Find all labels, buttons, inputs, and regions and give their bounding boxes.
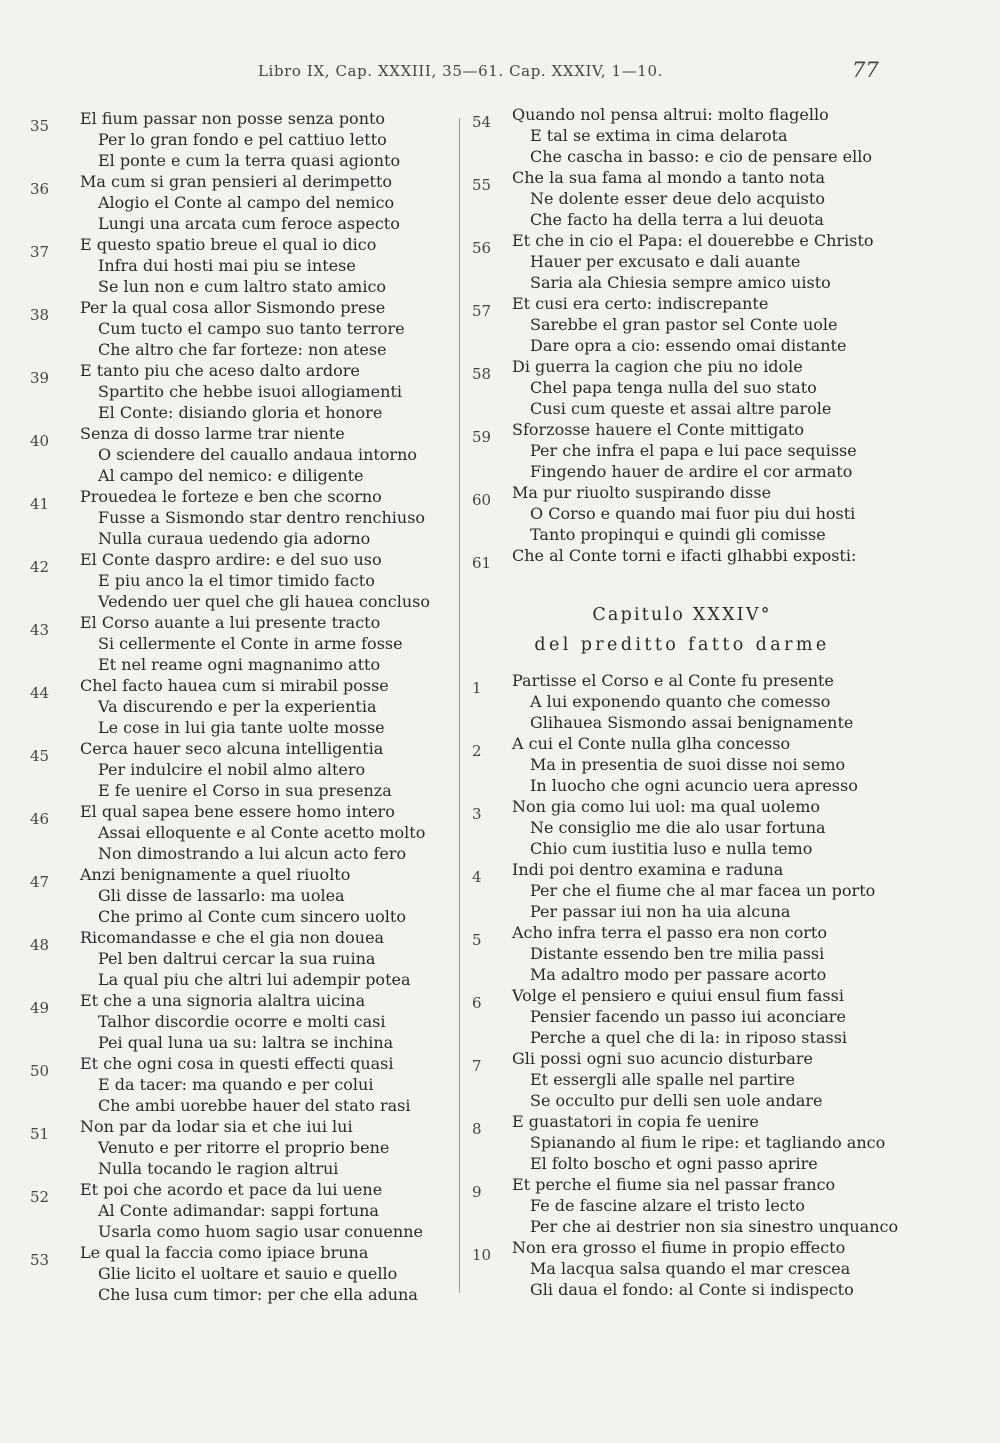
verse-line: E questo spatio breue el qual io dico xyxy=(80,235,377,254)
stanza-number: 57 xyxy=(472,302,492,320)
stanza xyxy=(30,1116,455,1179)
stanza xyxy=(472,796,892,859)
verse-line: Ricomandasse e che el gia non douea xyxy=(80,928,385,947)
stanza-number: 37 xyxy=(30,243,50,261)
verse-line: Che ambi uorebbe hauer del stato rasi xyxy=(98,1096,411,1115)
verse-line: Volge el pensiero e quiui ensul fium fassi xyxy=(512,986,844,1005)
verse-line: Le cose in lui gia tante uolte mosse xyxy=(98,718,385,737)
stanza xyxy=(30,360,455,423)
stanza xyxy=(30,108,455,171)
stanza-number: 41 xyxy=(30,495,50,513)
verse-line: Si cellermente el Conte in arme fosse xyxy=(98,634,403,653)
verse-line: Chel papa tenga nulla del suo stato xyxy=(530,378,817,397)
verse-line: Per indulcire el nobil almo altero xyxy=(98,760,366,779)
verse-line: El qual sapea bene essere homo intero xyxy=(80,802,395,821)
verse-line: Dare opra a cio: essendo omai distante xyxy=(530,336,847,355)
verse-line: Et poi che acordo et pace da lui uene xyxy=(80,1180,383,1199)
verse-line: Acho infra terra el passo era non corto xyxy=(512,923,827,942)
verse-line: A cui el Conte nulla glha concesso xyxy=(512,734,791,753)
verse-line: Ma in presentia de suoi disse noi semo xyxy=(530,755,846,774)
verse-line: Chio cum iustitia luso e nulla temo xyxy=(530,839,813,858)
stanza-number: 5 xyxy=(472,931,482,949)
verse-line: Alogio el Conte al campo del nemico xyxy=(98,193,395,212)
stanza-number: 61 xyxy=(472,554,492,572)
verse-line: Quando nol pensa altrui: molto flagello xyxy=(512,105,829,124)
verse-line: Spartito che hebbe isuoi allogiamenti xyxy=(98,382,402,401)
stanza-number: 60 xyxy=(472,491,492,509)
verse-line: Lungi una arcata cum feroce aspecto xyxy=(98,214,400,233)
verse-line: Et nel reame ogni magnanimo atto xyxy=(98,655,381,674)
verse-line: Che primo al Conte cum sincero uolto xyxy=(98,907,406,926)
verse-line: Non dimostrando a lui alcun acto fero xyxy=(98,844,407,863)
stanza xyxy=(472,1111,892,1174)
verse-line: Prouedea le forteze e ben che scorno xyxy=(80,487,382,506)
stanza xyxy=(30,612,455,675)
stanza-number: 42 xyxy=(30,558,50,576)
verse-line: Va discurendo e per la experientia xyxy=(98,697,377,716)
verse-line: Senza di dosso larme trar niente xyxy=(80,424,345,443)
verse-line: Per che ai destrier non sia sinestro unquanco xyxy=(530,1217,899,1236)
stanza-number: 4 xyxy=(472,868,482,886)
verse-line: Pel ben daltrui cercar la sua ruina xyxy=(98,949,376,968)
verse-line: Che la sua fama al mondo a tanto nota xyxy=(512,168,826,187)
stanza-number: 46 xyxy=(30,810,50,828)
stanza xyxy=(472,985,892,1048)
verse-line: Ma adaltro modo per passare acorto xyxy=(530,965,827,984)
right-column xyxy=(472,104,899,1300)
verse-line: Ma pur riuolto suspirando disse xyxy=(512,483,772,502)
stanza-number: 3 xyxy=(472,805,482,823)
verse-line: Per che infra el papa e lui pace sequisse xyxy=(530,441,857,460)
stanza-number: 9 xyxy=(472,1183,482,1201)
verse-line: E tanto piu che aceso dalto ardore xyxy=(80,361,360,380)
verse-line: Non par da lodar sia et che iui lui xyxy=(80,1117,353,1136)
verse-line: Cusi cum queste et assai altre parole xyxy=(530,399,832,418)
right-column-stanzas-top xyxy=(472,104,892,572)
verse-line: Al campo del nemico: e diligente xyxy=(98,466,364,485)
stanza xyxy=(472,482,892,545)
verse-line: Sarebbe el gran pastor sel Conte uole xyxy=(530,315,838,334)
verse-line: El Conte daspro ardire: e del suo uso xyxy=(80,550,382,569)
verse-line: E piu anco la el timor timido facto xyxy=(98,571,375,590)
stanza-number: 58 xyxy=(472,365,492,383)
verse-line: Distante essendo ben tre milia passi xyxy=(530,944,825,963)
verse-line: Perche a quel che di la: in riposo stassi xyxy=(530,1028,848,1047)
verse-line: Che al Conte torni e ifacti glhabbi exposti: xyxy=(512,546,857,565)
verse-line: Fe de fascine alzare el tristo lecto xyxy=(530,1196,805,1215)
stanza-number: 44 xyxy=(30,684,50,702)
verse-line: Assai elloquente e al Conte acetto molto xyxy=(98,823,426,842)
verse-line: Non gia como lui uol: ma qual uolemo xyxy=(512,797,821,816)
stanza-number: 53 xyxy=(30,1251,50,1269)
stanza-number: 35 xyxy=(30,117,50,135)
verse-line: Le qual la faccia como ipiace bruna xyxy=(80,1243,369,1262)
verse-line: Et perche el fiume sia nel passar franco xyxy=(512,1175,836,1194)
stanza xyxy=(30,1053,455,1116)
stanza-number: 39 xyxy=(30,369,50,387)
verse-line: El folto boscho et ogni passo aprire xyxy=(530,1154,818,1173)
stanza xyxy=(30,486,455,549)
verse-line: Et che in cio el Papa: el douerebbe e Christo xyxy=(512,231,874,250)
verse-line: E da tacer: ma quando e per colui xyxy=(98,1075,374,1094)
verse-line: La qual piu che altri lui adempir potea xyxy=(98,970,411,989)
chapter-title: Capitulo XXXIV° xyxy=(592,605,772,625)
verse-line: Se occulto pur delli sen uole andare xyxy=(530,1091,823,1110)
stanza-number: 2 xyxy=(472,742,482,760)
stanza-number: 36 xyxy=(30,180,50,198)
verse-line: Spianando al fium le ripe: et tagliando anco xyxy=(530,1133,886,1152)
stanza-number: 56 xyxy=(472,239,492,257)
stanza xyxy=(30,171,455,234)
verse-line: Sforzosse hauere el Conte mittigato xyxy=(512,420,804,439)
verse-line: El ponte e cum la terra quasi agionto xyxy=(98,151,401,170)
stanza-number: 55 xyxy=(472,176,492,194)
stanza xyxy=(472,733,892,796)
verse-line: Non era grosso el fiume in propio effecto xyxy=(512,1238,846,1257)
stanza-number: 59 xyxy=(472,428,492,446)
verse-line: Ne consiglio me die alo usar fortuna xyxy=(530,818,826,837)
verse-line: O sciendere del cauallo andaua intorno xyxy=(98,445,418,464)
stanza xyxy=(472,1048,892,1111)
verse-line: Per lo gran fondo e pel cattiuo letto xyxy=(98,130,387,149)
stanza-number: 49 xyxy=(30,999,50,1017)
left-column xyxy=(30,108,455,1305)
stanza xyxy=(472,545,892,572)
verse-line: Partisse el Corso e al Conte fu presente xyxy=(512,671,834,690)
verse-line: Chel facto hauea cum si mirabil posse xyxy=(80,676,389,695)
verse-line: Se lun non e cum laltro stato amico xyxy=(98,277,387,296)
stanza xyxy=(30,927,455,990)
stanza-number: 54 xyxy=(472,113,492,131)
verse-line: Ne dolente esser deue delo acquisto xyxy=(530,189,825,208)
stanza-number: 6 xyxy=(472,994,482,1012)
stanza xyxy=(472,293,892,356)
verse-line: Gli daua el fondo: al Conte si indispecto xyxy=(530,1280,854,1299)
verse-line: Pensier facendo un passo iui aconciare xyxy=(530,1007,846,1026)
verse-line: Cerca hauer seco alcuna intelligentia xyxy=(80,739,384,758)
stanza-number: 10 xyxy=(472,1246,492,1264)
verse-line: Glihauea Sismondo assai benignamente xyxy=(530,713,854,732)
stanza xyxy=(30,738,455,801)
stanza xyxy=(472,419,892,482)
verse-line: Pei qual luna ua su: laltra se inchina xyxy=(98,1033,394,1052)
stanza-number: 43 xyxy=(30,621,50,639)
verse-line: Talhor discordie ocorre e molti casi xyxy=(98,1012,386,1031)
verse-line: Et essergli alle spalle nel partire xyxy=(530,1070,795,1089)
stanza xyxy=(472,356,892,419)
right-column-stanzas-bottom xyxy=(472,670,899,1300)
stanza-number: 50 xyxy=(30,1062,50,1080)
stanza-number: 1 xyxy=(472,679,482,697)
stanza xyxy=(30,675,455,738)
verse-line: E fe uenire el Corso in sua presenza xyxy=(98,781,392,800)
verse-line: Anzi benignamente a quel riuolto xyxy=(80,865,351,884)
verse-line: Et cusi era certo: indiscrepante xyxy=(512,294,769,313)
verse-line: Venuto e per ritorre el proprio bene xyxy=(98,1138,390,1157)
stanza-number: 52 xyxy=(30,1188,50,1206)
verse-line: Che lusa cum timor: per che ella aduna xyxy=(98,1285,418,1304)
verse-line: In luocho che ogni acuncio uera apresso xyxy=(530,776,858,795)
verse-line: Per passar iui non ha uia alcuna xyxy=(530,902,791,921)
stanza xyxy=(30,549,455,612)
stanza xyxy=(472,230,892,293)
running-title: Libro IX, Cap. XXXIII, 35—61. Cap. XXXIV, 1—10. xyxy=(258,62,663,80)
verse-line: El fium passar non posse senza ponto xyxy=(80,109,386,128)
verse-line: Per che el fiume che al mar facea un porto xyxy=(530,881,876,900)
verse-line: El Conte: disiando gloria et honore xyxy=(98,403,383,422)
stanza-number: 47 xyxy=(30,873,50,891)
stanza xyxy=(472,1237,892,1300)
stanza-number: 48 xyxy=(30,936,50,954)
stanza-number: 8 xyxy=(472,1120,482,1138)
verse-line: Usarla como huom sagio usar conuenne xyxy=(98,1222,423,1241)
stanza xyxy=(30,801,455,864)
verse-line: A lui exponendo quanto che comesso xyxy=(530,692,831,711)
column-divider xyxy=(459,118,460,1293)
verse-line: Et che a una signoria alaltra uicina xyxy=(80,991,366,1010)
stanza xyxy=(472,104,892,167)
stanza xyxy=(472,670,892,733)
verse-line: El Corso auante a lui presente tracto xyxy=(80,613,381,632)
verse-line: Ma cum si gran pensieri al derimpetto xyxy=(80,172,393,191)
stanza-number: 51 xyxy=(30,1125,50,1143)
stanza xyxy=(472,1174,899,1237)
stanza xyxy=(472,859,892,922)
page-number: 77 xyxy=(852,58,879,82)
verse-line: Gli disse de lassarlo: ma uolea xyxy=(98,886,345,905)
verse-line: E tal se extima in cima delarota xyxy=(530,126,788,145)
stanza-number: 45 xyxy=(30,747,50,765)
stanza xyxy=(30,297,455,360)
verse-line: Al Conte adimandar: sappi fortuna xyxy=(98,1201,379,1220)
verse-line: Cum tucto el campo suo tanto terrore xyxy=(98,319,405,338)
verse-line: Nulla curaua uedendo gia adorno xyxy=(98,529,371,548)
stanza xyxy=(30,1242,455,1305)
verse-line: Fingendo hauer de ardire el cor armato xyxy=(530,462,853,481)
stanza xyxy=(30,423,455,486)
page-header xyxy=(0,58,1000,88)
verse-line: Fusse a Sismondo star dentro renchiuso xyxy=(98,508,426,527)
verse-line: Nulla tocando le ragion altrui xyxy=(98,1159,339,1178)
verse-line: Hauer per excusato e dali auante xyxy=(530,252,801,271)
stanza xyxy=(30,234,455,297)
stanza-number: 40 xyxy=(30,432,50,450)
stanza xyxy=(30,864,455,927)
verse-line: Indi poi dentro examina e raduna xyxy=(512,860,784,879)
verse-line: E guastatori in copia fe uenire xyxy=(512,1112,759,1131)
stanza-number: 38 xyxy=(30,306,50,324)
verse-line: Et che ogni cosa in questi effecti quasi xyxy=(80,1054,394,1073)
stanza xyxy=(30,990,455,1053)
stanza-number: 7 xyxy=(472,1057,482,1075)
verse-line: Vedendo uer quel che gli hauea concluso xyxy=(98,592,431,611)
verse-line: Di guerra la cagion che piu no idole xyxy=(512,357,803,376)
verse-line: Ma lacqua salsa quando el mar crescea xyxy=(530,1259,851,1278)
verse-line: Che cascha in basso: e cio de pensare ello xyxy=(530,147,872,166)
chapter-subtitle: del preditto fatto darme xyxy=(534,635,830,655)
verse-line: Glie licito el uoltare et sauio e quello xyxy=(98,1264,398,1283)
verse-line: Tanto propinqui e quindi gli comisse xyxy=(530,525,826,544)
stanza xyxy=(472,922,892,985)
stanza xyxy=(30,1179,455,1242)
verse-line: Infra dui hosti mai piu se intese xyxy=(98,256,356,275)
verse-line: Saria ala Chiesia sempre amico uisto xyxy=(530,273,831,292)
verse-line: Che altro che far forteze: non atese xyxy=(98,340,387,359)
verse-line: Che facto ha della terra a lui deuota xyxy=(530,210,824,229)
verse-line: Per la qual cosa allor Sismondo prese xyxy=(80,298,386,317)
verse-line: O Corso e quando mai fuor piu dui hosti xyxy=(530,504,856,523)
verse-line: Gli possi ogni suo acuncio disturbare xyxy=(512,1049,813,1068)
stanza xyxy=(472,167,892,230)
